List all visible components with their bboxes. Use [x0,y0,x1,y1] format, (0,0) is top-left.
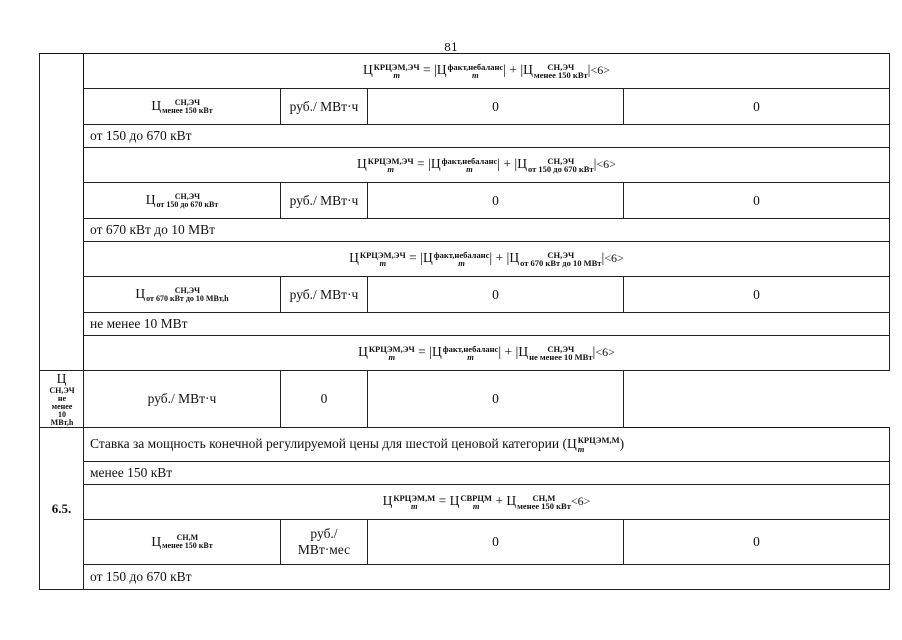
item-title: Ставка за мощность конечной регулируемой цены для шестой ценовой категории (Ц КРЦЭМ,М m ) [84,428,890,462]
value-cell: 0 [368,520,624,565]
value-cell: 0 [368,89,624,125]
formula-row [84,148,890,183]
value-cell: 0 [624,277,890,313]
formula-row [84,242,890,277]
section-heading: не менее 10 МВт [84,313,890,336]
value-cell: 0 [281,371,368,428]
unit-cell [281,520,368,565]
item-number: 6.5. [40,428,84,590]
section-heading: от 670 кВт до 10 МВт [84,219,890,242]
unit-cell: руб./ МВт·ч [84,371,281,428]
formula: Ц КРЦЭМ,ЭЧ m = |Ц факт,небаланс m | + |Ц СН,ЭЧ от 150 до 670 кВт |<6> [357,155,616,175]
unit-cell: руб./ МВт·ч [281,89,368,125]
symbol-cell: Ц СН,ЭЧ не менее 10 МВт,h [40,371,84,428]
unit-line: МВт·мес [297,542,351,557]
symbol-cell: Ц СН,ЭЧ от 150 до 670 кВт [84,183,281,219]
tariff-table [39,53,890,590]
formula-row [84,336,890,371]
number-cell-blank [40,54,84,371]
formula: Ц КРЦЭМ,М m = Ц СВРЦМ m + Ц СН,М менее 150 кВт <6> [382,492,591,512]
unit-cell: руб./ МВт·ч [281,183,368,219]
section-heading: от 150 до 670 кВт [84,565,890,590]
formula: Ц КРЦЭМ,ЭЧ m = |Ц факт,небаланс m | + |Ц СН,ЭЧ от 670 кВт до 10 МВт |<6> [349,249,624,269]
value-cell: 0 [368,183,624,219]
formula: Ц КРЦЭМ,ЭЧ m = |Ц факт,небаланс m | + |Ц СН,ЭЧ не менее 10 МВт |<6> [358,343,615,363]
value-cell: 0 [624,89,890,125]
value-cell: 0 [624,183,890,219]
formula: Ц КРЦЭМ,ЭЧ m = |Ц факт,небаланс m | + |Ц СН,ЭЧ менее 150 кВт |<6> [362,61,611,81]
section-heading: менее 150 кВт [84,462,890,485]
symbol-cell: Ц СН,ЭЧ менее 150 кВт [84,89,281,125]
value-cell: 0 [368,277,624,313]
symbol-cell: Ц СН,М менее 150 кВт [84,520,281,565]
section-heading: от 150 до 670 кВт [84,125,890,148]
page-number: 81 [444,41,458,54]
formula-row [84,54,890,89]
unit-line: руб./ [310,526,338,541]
value-cell: 0 [368,371,624,428]
formula-row [84,485,890,520]
unit-cell: руб./ МВт·ч [281,277,368,313]
value-cell: 0 [624,520,890,565]
symbol-cell: Ц СН,ЭЧ от 670 кВт до 10 МВт,h [84,277,281,313]
